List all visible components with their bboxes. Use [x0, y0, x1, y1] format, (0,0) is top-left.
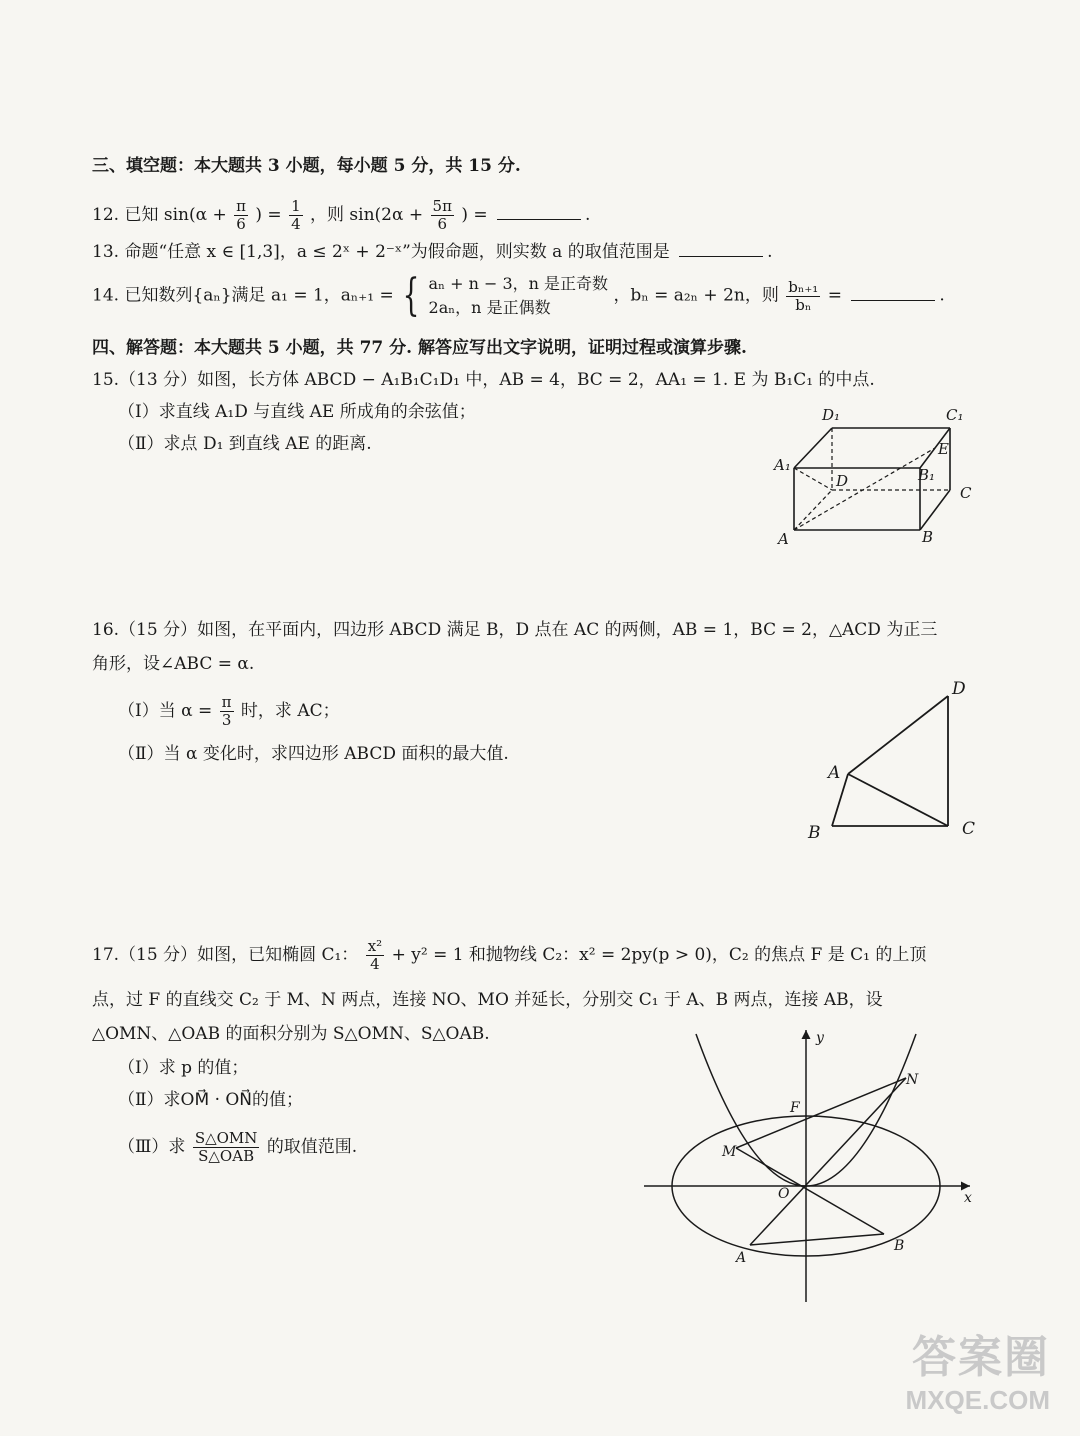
- q13-end: .: [767, 242, 773, 262]
- q14-prefix: 14. 已知数列{aₙ}满足 a₁ = 1，aₙ₊₁ =: [92, 285, 394, 306]
- label-F: F: [790, 1100, 800, 1116]
- label-A: A: [736, 1250, 747, 1266]
- q14-mid: ，bₙ = a₂ₙ + 2n，则: [613, 285, 779, 306]
- q16-part-1: [118, 694, 340, 729]
- label-D1: D₁: [822, 406, 841, 424]
- q16-frac-den: 3: [221, 711, 232, 729]
- q12-f2-num: 1: [291, 197, 301, 215]
- q12-end: .: [585, 205, 591, 225]
- q13-answer-blank[interactable]: [679, 240, 763, 257]
- q12-mid: ) =: [255, 205, 282, 225]
- q17-stem1-post: + y² = 1 和抛物线 C₂：x² = 2py(p > 0)，C₂ 的焦点 F 是 C₁ 的上顶: [391, 945, 927, 965]
- label-x: x: [964, 1190, 972, 1206]
- q17-part-1: （Ⅰ）求 p 的值；: [118, 1058, 249, 1078]
- q12-f1-num: π: [236, 197, 246, 215]
- q17-ratio-num: S△OMN: [194, 1129, 258, 1147]
- q17-ellipse-parabola-figure: [640, 1022, 990, 1307]
- label-B: B: [922, 528, 934, 546]
- q12-f2-den: 4: [291, 215, 301, 233]
- line-MN: [736, 1078, 906, 1148]
- q14-cases: [429, 272, 609, 320]
- q17-ellipse-fraction: [366, 938, 384, 973]
- line-MB: [736, 1148, 884, 1234]
- edge-CB: [920, 490, 950, 530]
- q17-part-2: （Ⅱ）求OM⃗ · ON⃗的值；: [118, 1090, 304, 1110]
- q14-frac-num: bₙ₊₁: [788, 277, 819, 296]
- watermark-logo-text: 答案圈: [912, 1333, 1050, 1382]
- q17-frac-num: x²: [367, 937, 383, 955]
- watermark: [906, 1321, 1050, 1416]
- label-B1: B₁: [918, 466, 936, 484]
- label-E: E: [938, 440, 949, 458]
- q17-part-3: [118, 1130, 357, 1165]
- edge-AD-hidden: [794, 490, 832, 530]
- label-A: A: [778, 530, 789, 548]
- q12-f1-den: 6: [236, 215, 246, 233]
- q14-fraction: [786, 279, 820, 314]
- q17-ratio-den: S△OAB: [198, 1147, 255, 1165]
- q14-suffix: =: [827, 285, 842, 306]
- label-A1: A₁: [774, 456, 791, 474]
- watermark-url: MXQE.COM: [905, 1385, 1050, 1415]
- q12-prefix: 12. 已知 sin(α +: [92, 205, 227, 225]
- q14-frac-den: bₙ: [795, 295, 812, 314]
- q14-brace: {: [402, 270, 420, 321]
- label-D: D: [952, 679, 966, 699]
- q16-part1-pre: （Ⅰ）当 α =: [118, 701, 213, 721]
- q17-part3-post: 的取值范围.: [266, 1137, 358, 1157]
- q15-part-1: （Ⅰ）求直线 A₁D 与直线 AE 所成角的余弦值；: [118, 402, 476, 422]
- q17-frac-den: 4: [370, 955, 380, 973]
- q12-fraction-1: [234, 198, 248, 233]
- q14-end: .: [939, 285, 945, 306]
- q14-answer-blank[interactable]: [851, 284, 935, 301]
- q15-part-2: （Ⅱ）求点 D₁ 到直线 AE 的距离.: [118, 434, 372, 454]
- section-3-heading: 三、填空题：本大题共 3 小题，每小题 5 分，共 15 分.: [92, 156, 521, 176]
- q17-stem1-pre: 17.（15 分）如图，已知椭圆 C₁：: [92, 945, 359, 965]
- segment-AC: [848, 774, 948, 826]
- q12-fraction-2: [289, 198, 303, 233]
- q17-ratio-fraction: [193, 1130, 260, 1165]
- q16-frac-num: π: [221, 693, 232, 711]
- question-12: [92, 198, 590, 233]
- q17-part3-pre: （Ⅲ）求: [118, 1137, 186, 1157]
- q16-stem-line-1: 16.（15 分）如图，在平面内，四边形 ABCD 满足 B，D 点在 AC 的两侧，AB = 1，BC = 2，△ACD 为正三: [92, 620, 938, 640]
- q12-answer-blank[interactable]: [497, 203, 581, 220]
- q17-stem-line-2: 点，过 F 的直线交 C₂ 于 M、N 两点，连接 NO、MO 并延长，分别交 C₁ 于 A、B 两点，连接 AB，设: [92, 990, 883, 1010]
- q16-fraction: [220, 694, 234, 729]
- q16-part1-post: 时，求 AC；: [240, 701, 340, 721]
- q13-text: 13. 命题“任意 x ∈ [1,3]，a ≤ 2ˣ + 2⁻ˣ”为假命题，则实数 a 的取值范围是: [92, 242, 670, 262]
- q16-stem-line-2: 角形，设∠ABC = α.: [92, 654, 255, 674]
- q17-stem-line-1: [92, 938, 926, 973]
- q15-stem: 15.（13 分）如图，长方体 ABCD − A₁B₁C₁D₁ 中，AB = 4，BC = 2，AA₁ = 1. E 为 B₁C₁ 的中点.: [92, 370, 875, 390]
- q16-quadrilateral-figure: [800, 676, 990, 846]
- q14-case-1: aₙ + n − 3，n 是正奇数: [428, 274, 609, 293]
- label-C: C: [960, 484, 972, 502]
- line-AB: [750, 1234, 884, 1245]
- label-A: A: [828, 763, 841, 783]
- q12-f3-num: 5π: [432, 197, 452, 215]
- question-13: [92, 240, 773, 264]
- label-B: B: [808, 823, 821, 843]
- label-N: N: [906, 1072, 919, 1088]
- label-D: D: [836, 472, 849, 490]
- label-B: B: [894, 1238, 905, 1254]
- q12-f3-den: 6: [437, 215, 447, 233]
- segment-AE: [794, 448, 935, 530]
- label-y: y: [816, 1030, 824, 1046]
- label-C: C: [962, 819, 976, 839]
- q12-suffix: ) =: [461, 205, 488, 225]
- label-C1: C₁: [946, 406, 964, 424]
- segment-AD: [848, 696, 948, 774]
- q16-part-2: （Ⅱ）当 α 变化时，求四边形 ABCD 面积的最大值.: [118, 744, 509, 764]
- edge-A1D1: [794, 428, 832, 468]
- question-14: [92, 272, 945, 320]
- q15-cuboid-figure: [770, 400, 990, 550]
- q17-stem-line-3: △OMN、△OAB 的面积分别为 S△OMN、S△OAB.: [92, 1024, 490, 1044]
- q12-fraction-3: [431, 198, 454, 233]
- line-NA: [750, 1078, 906, 1245]
- q14-case-2: 2aₙ，n 是正偶数: [428, 298, 551, 317]
- segment-A1D: [794, 468, 832, 490]
- section-4-heading: 四、解答题：本大题共 5 小题，共 77 分. 解答应写出文字说明，证明过程或演算步骤.: [92, 338, 747, 358]
- label-O: O: [778, 1186, 790, 1202]
- q12-mid2: ，则 sin(2α +: [310, 205, 424, 225]
- label-M: M: [722, 1144, 737, 1160]
